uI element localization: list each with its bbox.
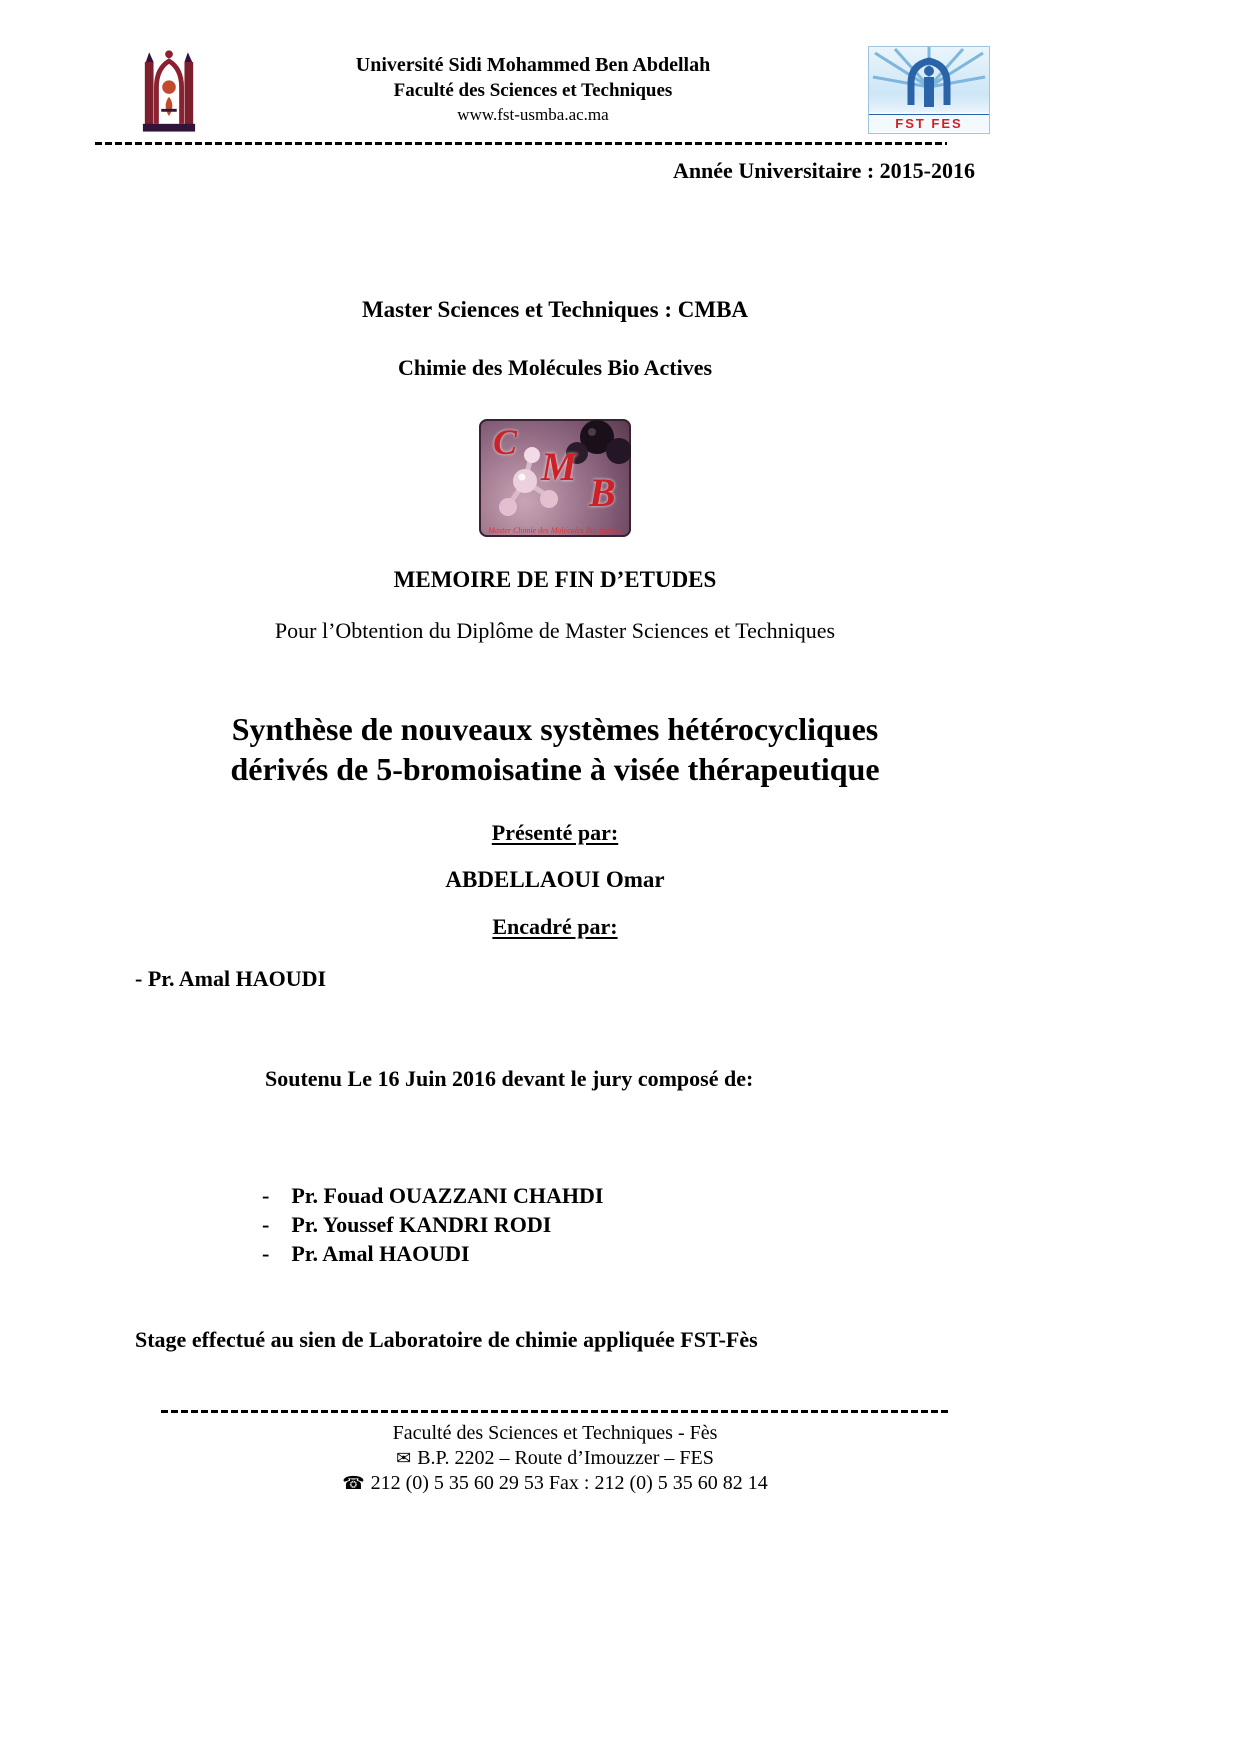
footer-phone-line xyxy=(135,1471,975,1496)
faculty-name: Faculté des Sciences et Techniques xyxy=(393,80,673,101)
memoire-heading: MEMOIRE DE FIN D’ETUDES xyxy=(393,567,717,592)
fst-fes-logo xyxy=(868,46,990,134)
memoire-subheading: Pour l’Obtention du Diplôme de Master Sciences et Techniques xyxy=(274,618,836,643)
footer-faculty-line: Faculté des Sciences et Techniques - Fès xyxy=(392,1422,718,1444)
cmb-letter-m: M xyxy=(541,444,577,489)
thesis-title xyxy=(135,709,975,789)
jury-item xyxy=(262,1210,975,1239)
jury-member-name: Pr. Youssef KANDRI RODI xyxy=(291,1212,552,1237)
academic-year: Année Universitaire : 2015-2016 xyxy=(672,158,975,183)
header-divider xyxy=(95,142,947,145)
university-seal-graphic xyxy=(140,46,198,134)
thesis-title-line1: Synthèse de nouveaux systèmes hétérocycliques xyxy=(231,711,879,747)
supervised-by-label: Encadré par: xyxy=(492,914,618,939)
jury-member-name: Pr. Fouad OUAZZANI CHAHDI xyxy=(291,1183,604,1208)
website-url: www.fst-usmba.ac.ma xyxy=(457,105,609,124)
footer-phone-text: 212 (0) 5 35 60 29 53 Fax : 212 (0) 5 35 60 82 14 xyxy=(370,1472,768,1494)
program-line1: Master Sciences et Techniques : CMBA xyxy=(361,297,749,322)
header-text-block xyxy=(208,46,858,126)
cmb-letter-c: C xyxy=(493,422,518,462)
mail-icon: ✉ xyxy=(396,1448,412,1468)
page-header xyxy=(140,46,990,134)
jury-member-name: Pr. Amal HAOUDI xyxy=(291,1241,470,1266)
sunburst-icon xyxy=(869,47,989,115)
supervisor-name: - Pr. Amal HAOUDI xyxy=(135,966,327,991)
jury-bullet: - xyxy=(262,1183,270,1208)
jury-bullet: - xyxy=(262,1212,270,1237)
program-line2: Chimie des Molécules Bio Actives xyxy=(397,355,713,380)
footer-address-line xyxy=(135,1446,975,1471)
cmb-logo xyxy=(479,419,631,537)
footer-address-text: B.P. 2202 – Route d’Imouzzer – FES xyxy=(417,1447,714,1469)
footer-divider xyxy=(161,1410,949,1413)
author-name: ABDELLAOUI Omar xyxy=(445,867,665,892)
jury-bullet: - xyxy=(262,1241,270,1266)
jury-item xyxy=(262,1239,975,1268)
university-name: Université Sidi Mohammed Ben Abdellah xyxy=(355,54,711,76)
jury-list xyxy=(135,1181,975,1268)
cover-content xyxy=(135,295,975,1496)
presented-by-label: Présenté par: xyxy=(491,820,619,845)
fst-logo-caption: FST FES xyxy=(869,114,989,132)
thesis-title-line2: dérivés de 5-bromoisatine à visée thérapeutique xyxy=(230,751,880,787)
jury-item xyxy=(262,1181,975,1210)
university-seal-logo xyxy=(140,46,198,134)
phone-icon: ☎ xyxy=(342,1473,365,1493)
cmb-letter-b: B xyxy=(589,470,616,515)
defense-statement: Soutenu Le 16 Juin 2016 devant le jury composé de: xyxy=(265,1066,754,1091)
internship-statement: Stage effectué au sien de Laboratoire de chimie appliquée FST-Fès xyxy=(135,1327,758,1352)
cmb-logo-caption: Master Chimie des Molécules Bio Actives xyxy=(488,526,622,535)
